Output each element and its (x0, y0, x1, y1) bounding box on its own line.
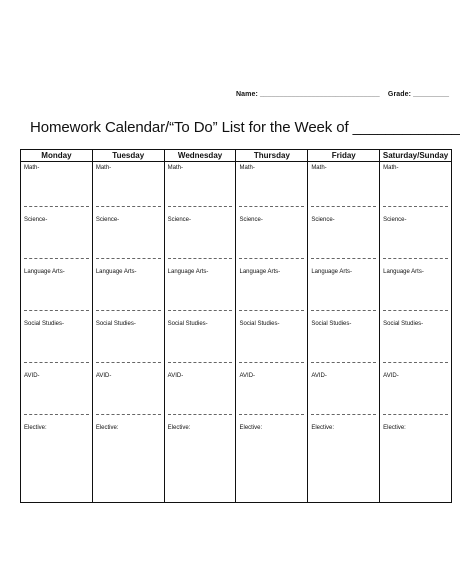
cell-monday-elective[interactable] (21, 422, 93, 503)
cell-weekend-social-studies[interactable] (380, 318, 452, 370)
dashed-divider (168, 362, 233, 363)
dashed-divider (24, 414, 89, 415)
cell-monday-science[interactable] (21, 214, 93, 266)
subject-label: Elective: (239, 425, 263, 431)
subject-label: Language Arts- (24, 269, 65, 275)
cell-tuesday-science[interactable] (92, 214, 164, 266)
dashed-divider (96, 362, 161, 363)
cell-weekend-language-arts[interactable] (380, 266, 452, 318)
dashed-divider (383, 362, 448, 363)
day-header-thursday: Thursday (236, 150, 308, 162)
subject-label: Elective: (24, 425, 47, 431)
subject-label: Math- (95, 165, 112, 171)
dashed-divider (96, 310, 161, 311)
day-header-row (21, 150, 452, 162)
cell-wednesday-social-studies[interactable] (164, 318, 236, 370)
subject-label: AVID- (95, 373, 112, 379)
cell-monday-language-arts[interactable] (21, 266, 93, 318)
subject-label: Elective: (167, 425, 191, 431)
subject-label: Science- (311, 217, 335, 223)
dashed-divider (168, 258, 233, 259)
cell-thursday-math[interactable] (236, 162, 308, 215)
dashed-divider (168, 310, 233, 311)
cell-weekend-math[interactable] (380, 162, 452, 215)
subject-label: Social Studies- (311, 321, 352, 327)
day-header-weekend: Saturday/Sunday (380, 150, 452, 162)
cell-monday-avid[interactable] (21, 370, 93, 422)
subject-label: Science- (239, 217, 263, 223)
dashed-divider (239, 310, 304, 311)
cell-monday-math[interactable] (21, 162, 93, 215)
cell-friday-science[interactable] (308, 214, 380, 266)
dashed-divider (383, 206, 448, 207)
dashed-divider (311, 258, 376, 259)
subject-row-math (21, 162, 452, 215)
cell-friday-elective[interactable] (308, 422, 380, 503)
subject-label: AVID- (24, 373, 40, 379)
subject-label: Math- (311, 165, 327, 171)
dashed-divider (311, 206, 376, 207)
dashed-divider (311, 414, 376, 415)
subject-label: Elective: (95, 425, 119, 431)
dashed-divider (168, 206, 233, 207)
grade-field[interactable]: Grade: _________ (387, 91, 450, 98)
dashed-divider (96, 258, 161, 259)
dashed-divider (383, 310, 448, 311)
name-field[interactable]: Name: ______________________________ (236, 91, 380, 98)
subject-label: Elective: (383, 425, 406, 431)
dashed-divider (96, 206, 161, 207)
subject-label: Language Arts- (167, 269, 209, 275)
subject-label: Language Arts- (383, 269, 424, 275)
subject-row-social-studies (21, 318, 452, 370)
subject-label: Social Studies- (95, 321, 136, 327)
dashed-divider (24, 258, 89, 259)
subject-label: AVID- (311, 373, 327, 379)
subject-label: Language Arts- (95, 269, 137, 275)
cell-friday-math[interactable] (308, 162, 380, 215)
subject-row-science (21, 214, 452, 266)
page-title: Homework Calendar/“To Do” List for the Week of _____________ (30, 119, 460, 136)
dashed-divider (239, 206, 304, 207)
subject-label: Social Studies- (24, 321, 65, 327)
cell-friday-social-studies[interactable] (308, 318, 380, 370)
cell-thursday-avid[interactable] (236, 370, 308, 422)
cell-wednesday-language-arts[interactable] (164, 266, 236, 318)
subject-row-avid (21, 370, 452, 422)
subject-label: Science- (95, 217, 120, 223)
cell-weekend-avid[interactable] (380, 370, 452, 422)
dashed-divider (239, 362, 304, 363)
student-info-line (236, 91, 449, 98)
cell-friday-language-arts[interactable] (308, 266, 380, 318)
subject-label: Math- (383, 165, 399, 171)
cell-wednesday-elective[interactable] (164, 422, 236, 503)
cell-weekend-elective[interactable] (380, 422, 452, 503)
subject-label: Science- (383, 217, 407, 223)
subject-label: Social Studies- (167, 321, 208, 327)
cell-wednesday-science[interactable] (164, 214, 236, 266)
subject-label: Language Arts- (311, 269, 353, 275)
subject-row-elective (21, 422, 452, 503)
dashed-divider (24, 206, 89, 207)
dashed-divider (383, 414, 448, 415)
subject-label: Social Studies- (239, 321, 280, 327)
cell-thursday-social-studies[interactable] (236, 318, 308, 370)
dashed-divider (96, 414, 161, 415)
dashed-divider (311, 362, 376, 363)
cell-weekend-science[interactable] (380, 214, 452, 266)
cell-thursday-elective[interactable] (236, 422, 308, 503)
subject-label: Math- (24, 165, 40, 171)
subject-label: AVID- (167, 373, 184, 379)
subject-label: Math- (239, 165, 255, 171)
day-header-wednesday: Wednesday (164, 150, 236, 162)
subject-label: Social Studies- (383, 321, 424, 327)
cell-monday-social-studies[interactable] (21, 318, 93, 370)
dashed-divider (24, 310, 89, 311)
subject-label: Math- (167, 165, 183, 171)
cell-tuesday-social-studies[interactable] (92, 318, 164, 370)
cell-thursday-science[interactable] (236, 214, 308, 266)
day-header-monday: Monday (21, 150, 93, 162)
homework-calendar-table (20, 149, 452, 503)
cell-tuesday-math[interactable] (92, 162, 164, 215)
subject-label: Language Arts- (239, 269, 281, 275)
subject-label: Elective: (311, 425, 334, 431)
dashed-divider (168, 414, 233, 415)
cell-wednesday-math[interactable] (164, 162, 236, 215)
dashed-divider (311, 310, 376, 311)
day-header-friday: Friday (308, 150, 380, 162)
cell-friday-avid[interactable] (308, 370, 380, 422)
subject-label: AVID- (383, 373, 399, 379)
subject-label: AVID- (239, 373, 256, 379)
dashed-divider (24, 362, 89, 363)
cell-wednesday-avid[interactable] (164, 370, 236, 422)
dashed-divider (239, 414, 304, 415)
subject-label: Science- (24, 217, 48, 223)
dashed-divider (383, 258, 448, 259)
cell-tuesday-elective[interactable] (92, 422, 164, 503)
cell-tuesday-language-arts[interactable] (92, 266, 164, 318)
cell-tuesday-avid[interactable] (92, 370, 164, 422)
subject-label: Science- (167, 217, 191, 223)
day-header-tuesday: Tuesday (92, 150, 164, 162)
dashed-divider (239, 258, 304, 259)
cell-thursday-language-arts[interactable] (236, 266, 308, 318)
subject-row-language-arts (21, 266, 452, 318)
